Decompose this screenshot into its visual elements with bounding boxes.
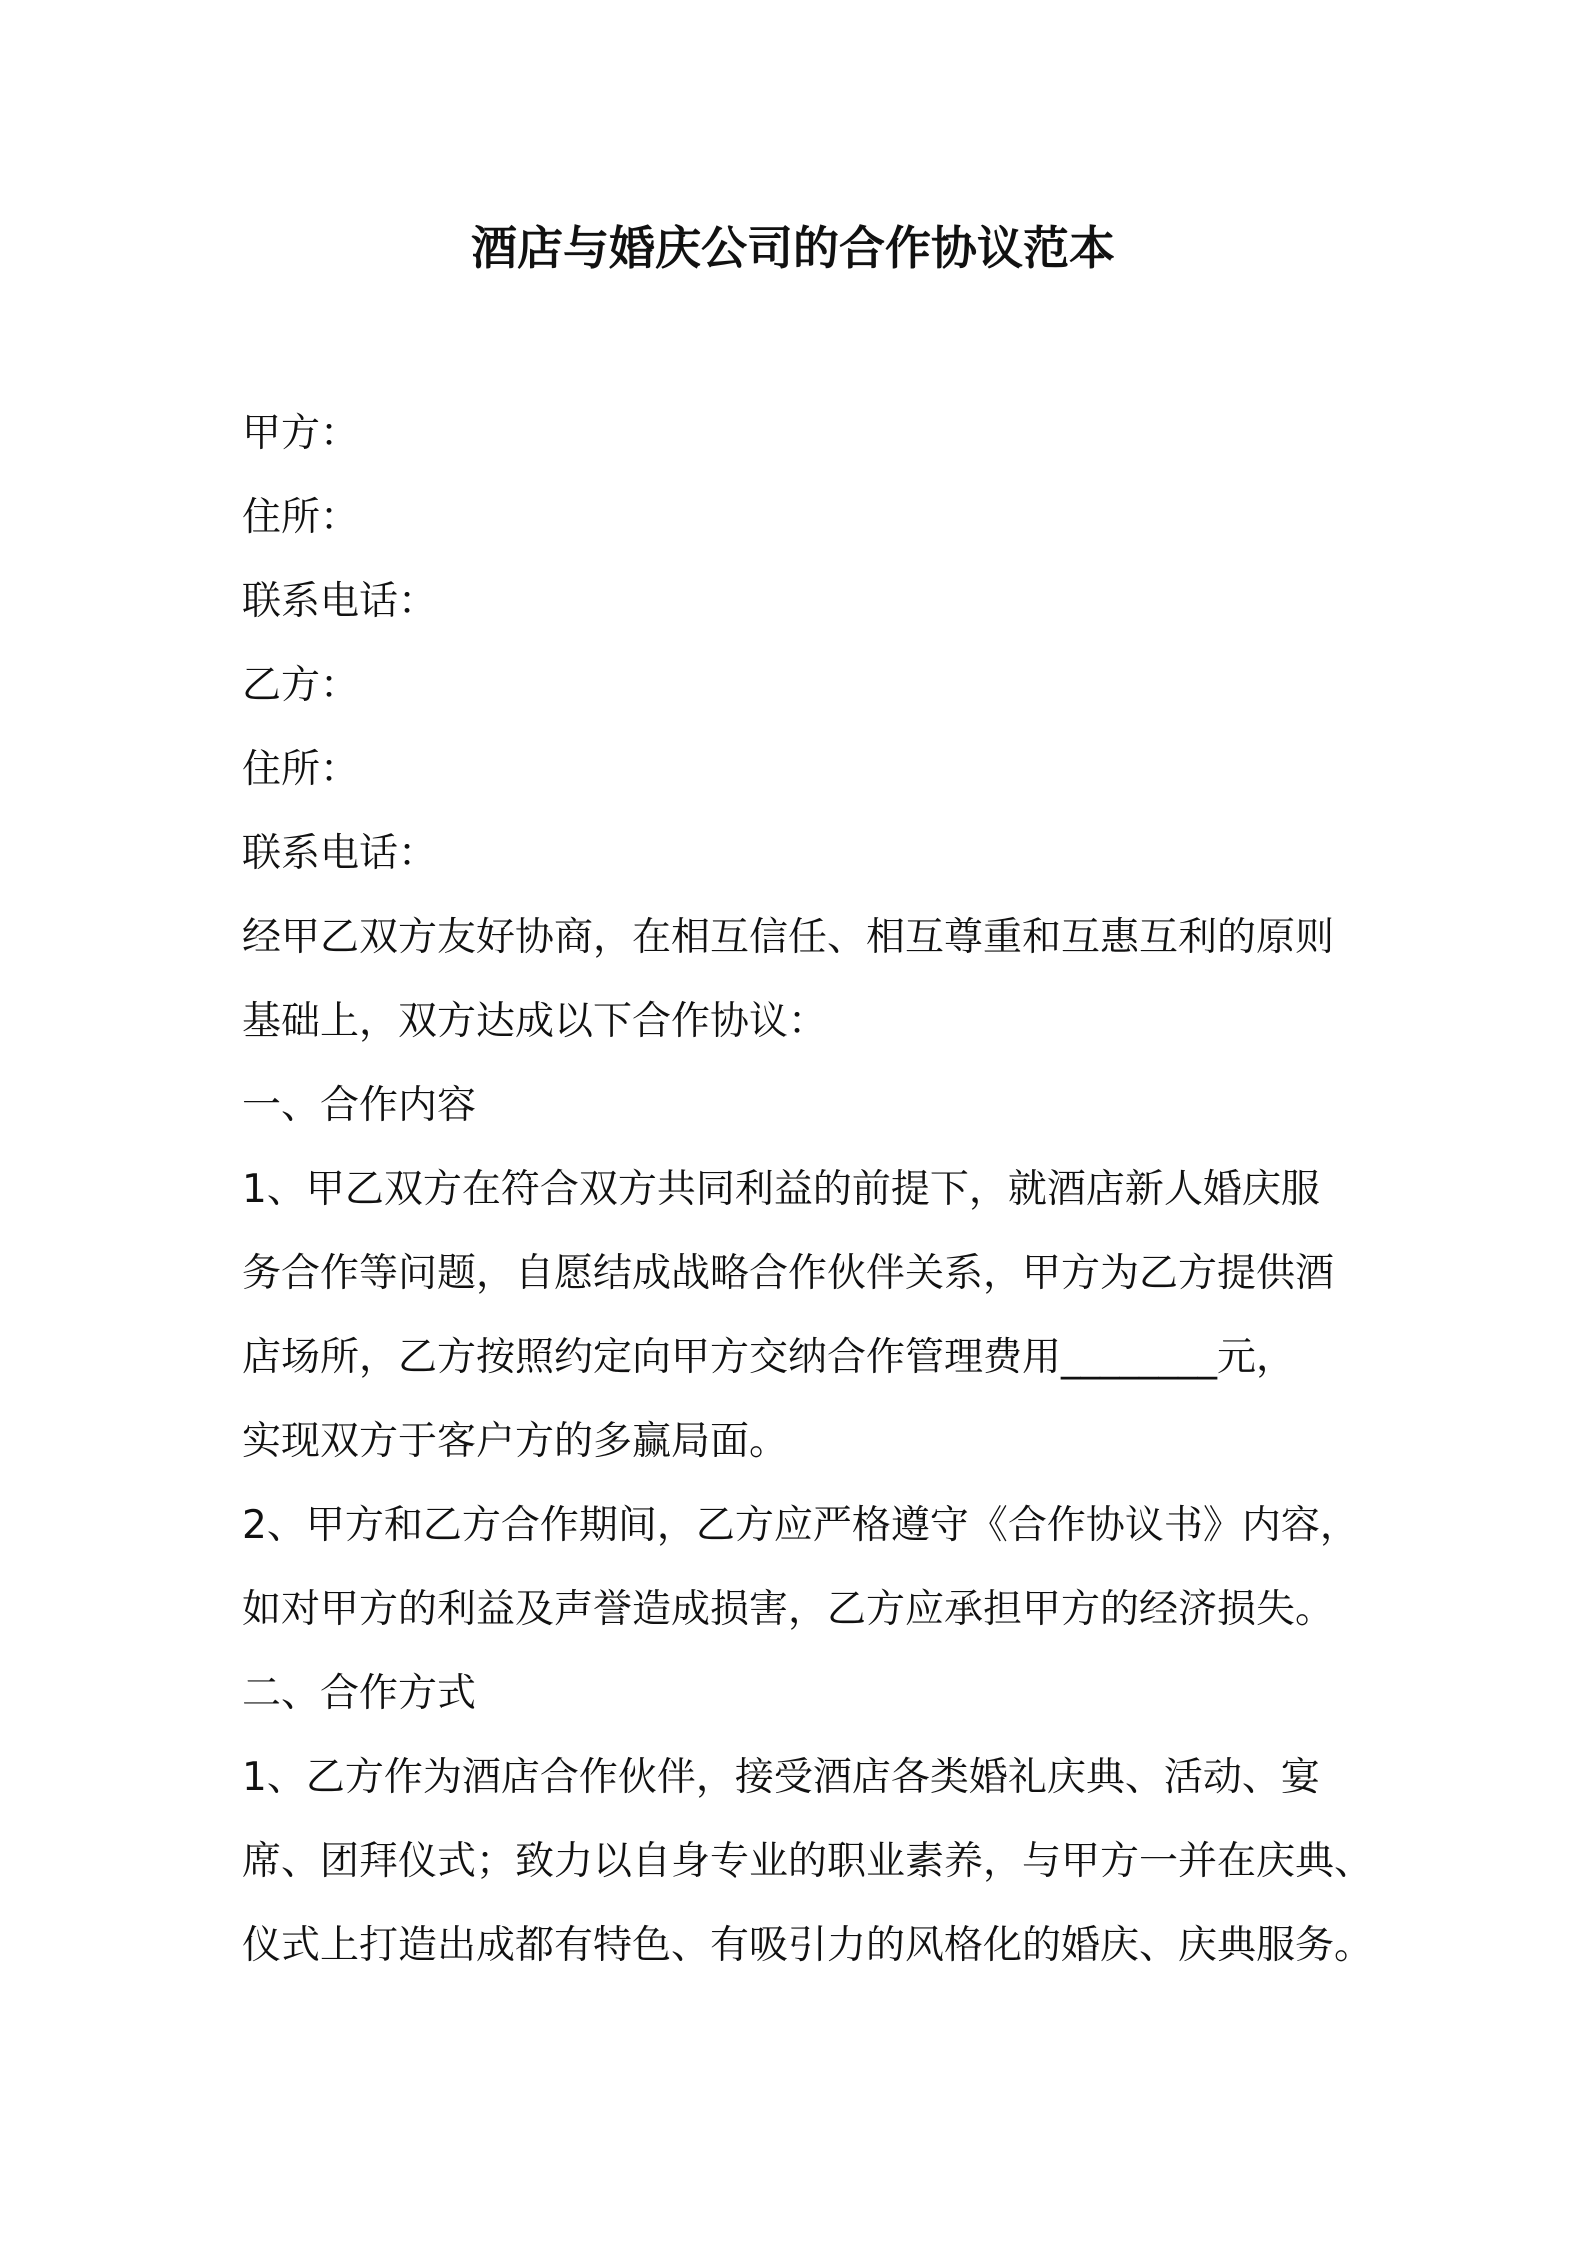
clause-1-1-line-2: 务合作等问题，自愿结成战略合作伙伴关系，甲方为乙方提供酒 <box>242 1251 1335 1296</box>
party-b-label: 乙方： <box>242 663 360 708</box>
intro-line-2: 基础上，双方达成以下合作协议： <box>242 999 828 1044</box>
section-1-heading: 一、合作内容 <box>242 1083 477 1128</box>
clause-2-1-line-1: 1、乙方作为酒店合作伙伴，接受酒店各类婚礼庆典、活动、宴 <box>242 1755 1320 1800</box>
document-title: 酒店与婚庆公司的合作协议范本 <box>471 221 1115 275</box>
clause-2-1-line-2: 席、团拜仪式；致力以自身专业的职业素养，与甲方一并在庆典、 <box>242 1839 1374 1884</box>
clause-1-1-line-3: 店场所，乙方按照约定向甲方交纳合作管理费用________元， <box>242 1335 1296 1380</box>
section-2-heading: 二、合作方式 <box>242 1671 477 1716</box>
clause-1-2-line-1: 2、甲方和乙方合作期间，乙方应严格遵守《合作协议书》内容， <box>242 1503 1359 1548</box>
party-b-address-label: 住所： <box>242 747 360 792</box>
clause-1-1-line-1: 1、甲乙双方在符合双方共同利益的前提下，就酒店新人婚庆服 <box>242 1167 1320 1212</box>
party-a-phone-label: 联系电话： <box>242 579 438 624</box>
clause-2-1-line-3: 仪式上打造出成都有特色、有吸引力的风格化的婚庆、庆典服务。 <box>242 1923 1374 1968</box>
party-b-phone-label: 联系电话： <box>242 831 438 876</box>
party-a-address-label: 住所： <box>242 495 360 540</box>
intro-line-1: 经甲乙双方友好协商，在相互信任、相互尊重和互惠互利的原则 <box>242 915 1335 960</box>
clause-1-1-line-4: 实现双方于客户方的多赢局面。 <box>242 1419 789 1464</box>
clause-1-2-line-2: 如对甲方的利益及声誉造成损害，乙方应承担甲方的经济损失。 <box>242 1587 1335 1632</box>
party-a-label: 甲方： <box>242 411 360 456</box>
